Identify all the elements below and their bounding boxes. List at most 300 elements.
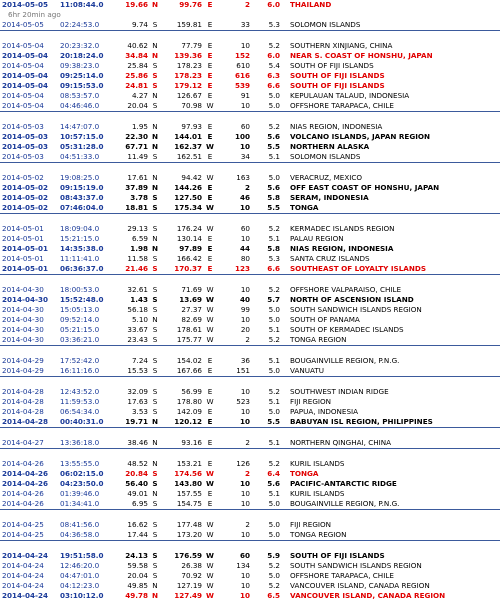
- event-lon-hemisphere: E: [207, 122, 213, 131]
- event-longitude: 179.12: [174, 81, 202, 90]
- event-date[interactable]: 2014-04-24: [2, 581, 44, 590]
- event-longitude: 26.38: [181, 561, 202, 570]
- table-row[interactable]: [0, 20, 500, 31]
- event-lat-hemisphere: N: [151, 0, 158, 9]
- event-region: TONGA REGION: [290, 335, 347, 344]
- event-magnitude: 5.0: [268, 315, 280, 324]
- event-lon-hemisphere: W: [206, 295, 214, 304]
- event-time: 11:08:44.0: [60, 0, 104, 9]
- table-row[interactable]: [0, 479, 500, 489]
- event-latitude: 38.46: [127, 438, 148, 447]
- event-depth: 80: [240, 254, 250, 263]
- event-magnitude: 6.3: [267, 71, 280, 80]
- event-region: SOUTH SANDWICH ISLANDS REGION: [290, 561, 422, 570]
- event-date[interactable]: 2014-05-04: [2, 51, 48, 60]
- event-latitude: 17.61: [127, 173, 148, 182]
- event-longitude: 143.80: [174, 479, 202, 488]
- event-magnitude: 5.5: [267, 142, 280, 151]
- event-magnitude: 5.1: [268, 489, 280, 498]
- event-depth: 100: [234, 132, 250, 141]
- event-latitude: 49.85: [127, 581, 148, 590]
- table-row[interactable]: [0, 489, 500, 499]
- event-magnitude: 5.0: [268, 407, 280, 416]
- event-lon-hemisphere: W: [206, 591, 214, 600]
- event-depth: 151: [236, 366, 250, 375]
- event-depth: 20: [240, 325, 250, 334]
- table-row[interactable]: [0, 417, 500, 428]
- event-lon-hemisphere: E: [207, 254, 213, 263]
- event-magnitude: 5.7: [267, 295, 280, 304]
- event-lat-hemisphere: S: [152, 193, 158, 202]
- event-longitude: 56.99: [181, 387, 202, 396]
- event-latitude: 3.53: [131, 407, 148, 416]
- event-depth: 10: [240, 499, 250, 508]
- day-separator-line: [0, 346, 500, 357]
- event-date[interactable]: 2014-04-30: [2, 325, 44, 334]
- event-time: 13:55:55.0: [60, 459, 100, 468]
- event-time: 08:53:57.0: [60, 91, 100, 100]
- table-row[interactable]: [0, 183, 500, 193]
- event-longitude: 178.61: [176, 325, 202, 334]
- event-latitude: 9.74: [131, 20, 148, 29]
- event-region: SOUTH SANDWICH ISLANDS REGION: [290, 305, 422, 314]
- event-lon-hemisphere: E: [207, 489, 213, 498]
- event-lon-hemisphere: W: [206, 397, 214, 406]
- table-row[interactable]: [0, 407, 500, 417]
- table-row[interactable]: [0, 335, 500, 346]
- event-magnitude: 5.2: [268, 285, 280, 294]
- event-region: VANCOUVER ISLAND, CANADA REGION: [290, 591, 446, 600]
- event-lat-hemisphere: S: [152, 305, 158, 314]
- event-longitude: 127.50: [174, 193, 202, 202]
- event-depth: 10: [240, 407, 250, 416]
- event-lon-hemisphere: E: [207, 81, 213, 90]
- event-latitude: 25.84: [127, 61, 148, 70]
- event-magnitude: 5.6: [267, 132, 280, 141]
- event-date[interactable]: 2014-04-24: [2, 551, 48, 560]
- table-row[interactable]: [0, 315, 500, 325]
- event-date[interactable]: 2014-05-04: [2, 71, 48, 80]
- table-row[interactable]: [0, 366, 500, 377]
- table-row[interactable]: [0, 193, 500, 203]
- event-magnitude: 6.6: [267, 81, 280, 90]
- table-row[interactable]: [0, 397, 500, 407]
- event-magnitude: 5.5: [267, 417, 280, 426]
- table-row[interactable]: [0, 132, 500, 142]
- event-latitude: 6.95: [131, 499, 148, 508]
- event-longitude: 27.37: [181, 305, 202, 314]
- event-lat-hemisphere: S: [152, 325, 158, 334]
- event-date[interactable]: 2014-05-01: [2, 244, 48, 253]
- event-longitude: 70.92: [181, 571, 202, 580]
- day-separator-line: [0, 428, 500, 439]
- day-separator: [0, 541, 500, 552]
- event-longitude: 166.42: [176, 254, 202, 263]
- event-region: SOUTHERN XINJIANG, CHINA: [290, 41, 393, 50]
- day-separator-line: [0, 541, 500, 552]
- table-row[interactable]: [0, 81, 500, 91]
- event-date[interactable]: 2014-05-02: [2, 183, 48, 192]
- event-lat-hemisphere: S: [152, 254, 158, 263]
- table-row[interactable]: [0, 571, 500, 581]
- day-separator-line: [0, 163, 500, 174]
- event-date[interactable]: 2014-05-05: [2, 0, 48, 9]
- event-latitude: 1.43: [130, 295, 148, 304]
- event-longitude: 127.49: [174, 591, 202, 600]
- event-lat-hemisphere: N: [152, 41, 158, 50]
- table-row[interactable]: [0, 91, 500, 101]
- event-date[interactable]: 2014-05-02: [2, 173, 44, 182]
- event-date[interactable]: 2014-04-30: [2, 305, 44, 314]
- table-row[interactable]: [0, 51, 500, 61]
- event-magnitude: 5.1: [268, 234, 280, 243]
- event-region: OFF EAST COAST OF HONSHU, JAPAN: [290, 183, 440, 192]
- table-row[interactable]: [0, 254, 500, 264]
- event-date[interactable]: 2014-04-28: [2, 387, 44, 396]
- event-lat-hemisphere: S: [152, 407, 158, 416]
- event-lat-hemisphere: N: [151, 132, 158, 141]
- event-lat-hemisphere: N: [151, 142, 158, 151]
- event-magnitude: 5.1: [268, 152, 280, 161]
- event-region: NIAS REGION, INDONESIA: [290, 122, 383, 131]
- event-magnitude: 5.0: [268, 173, 280, 182]
- event-date[interactable]: 2014-04-28: [2, 417, 48, 426]
- table-row[interactable]: [0, 356, 500, 366]
- event-lon-hemisphere: E: [207, 183, 213, 192]
- event-magnitude: 5.5: [267, 203, 280, 212]
- event-latitude: 22.30: [125, 132, 148, 141]
- event-depth: 2: [244, 0, 250, 9]
- event-time: 16:11:16.0: [60, 366, 100, 375]
- day-separator-line: [0, 449, 500, 460]
- event-magnitude: 5.2: [268, 335, 280, 344]
- event-latitude: 4.27: [131, 91, 148, 100]
- event-region: TONGA REGION: [290, 530, 347, 539]
- event-time: 11:59:53.0: [60, 397, 100, 406]
- event-date[interactable]: 2014-04-26: [2, 489, 44, 498]
- table-row[interactable]: [0, 264, 500, 275]
- table-row[interactable]: [0, 101, 500, 112]
- event-time: 04:47:01.0: [60, 571, 100, 580]
- event-region: TONGA: [290, 203, 319, 212]
- table-row[interactable]: [0, 203, 500, 214]
- event-longitude: 167.66: [176, 366, 202, 375]
- event-date[interactable]: 2014-05-04: [2, 61, 44, 70]
- event-depth: 610: [236, 61, 250, 70]
- table-row[interactable]: [0, 295, 500, 305]
- event-latitude: 21.46: [125, 264, 148, 273]
- event-time: 09:52:14.0: [60, 315, 100, 324]
- event-time: 07:46:04.0: [60, 203, 104, 212]
- event-depth: 36: [240, 356, 250, 365]
- event-longitude: 82.69: [181, 315, 202, 324]
- event-date[interactable]: 2014-04-26: [2, 459, 44, 468]
- table-row[interactable]: [0, 325, 500, 335]
- event-region: SOUTH OF FIJI ISLANDS: [290, 61, 374, 70]
- event-lat-hemisphere: N: [152, 438, 158, 447]
- event-lon-hemisphere: W: [206, 561, 214, 570]
- event-date[interactable]: 2014-05-01: [2, 254, 44, 263]
- event-date[interactable]: 2014-04-30: [2, 315, 44, 324]
- table-row[interactable]: [0, 469, 500, 479]
- day-separator: [0, 275, 500, 286]
- table-row[interactable]: [0, 71, 500, 81]
- event-region: VERACRUZ, MEXICO: [290, 173, 363, 182]
- table-row[interactable]: [0, 224, 500, 234]
- table-row[interactable]: [0, 581, 500, 591]
- day-separator-line: [0, 214, 500, 225]
- event-depth: 123: [234, 264, 250, 273]
- event-lat-hemisphere: N: [151, 244, 158, 253]
- event-latitude: 11.49: [127, 152, 148, 161]
- event-latitude: 59.58: [127, 561, 148, 570]
- event-time: 04:23:50.0: [60, 479, 104, 488]
- event-lon-hemisphere: W: [206, 551, 214, 560]
- day-separator-line: [0, 377, 500, 388]
- event-date[interactable]: 2014-04-27: [2, 438, 44, 447]
- table-row[interactable]: [0, 122, 500, 132]
- event-region: BOUGAINVILLE REGION, P.N.G.: [290, 499, 400, 508]
- event-depth: 10: [240, 581, 250, 590]
- event-date[interactable]: 2014-04-26: [2, 469, 48, 478]
- event-longitude: 120.12: [174, 417, 202, 426]
- event-date[interactable]: 2014-04-26: [2, 479, 48, 488]
- event-lon-hemisphere: E: [207, 438, 213, 447]
- day-separator: [0, 214, 500, 225]
- event-lon-hemisphere: W: [206, 479, 214, 488]
- event-depth: 33: [240, 20, 250, 29]
- event-date[interactable]: 2014-04-25: [2, 520, 44, 529]
- event-latitude: 5.10: [131, 315, 148, 324]
- event-lon-hemisphere: W: [206, 101, 214, 110]
- event-region: KURIL ISLANDS: [290, 489, 345, 498]
- event-magnitude: 5.6: [267, 479, 280, 488]
- event-longitude: 159.81: [176, 20, 202, 29]
- event-lat-hemisphere: S: [152, 499, 158, 508]
- event-magnitude: 5.2: [268, 459, 280, 468]
- event-depth: 10: [240, 315, 250, 324]
- event-date[interactable]: 2014-04-24: [2, 571, 44, 580]
- event-time: 10:57:15.0: [60, 132, 104, 141]
- event-latitude: 24.13: [125, 551, 148, 560]
- event-region: NORTH OF ASCENSION ISLAND: [290, 295, 414, 304]
- event-time: 05:31:28.0: [60, 142, 104, 151]
- event-lon-hemisphere: W: [206, 571, 214, 580]
- event-depth: 10: [240, 285, 250, 294]
- event-lon-hemisphere: W: [206, 530, 214, 539]
- table-row[interactable]: [0, 499, 500, 510]
- table-row[interactable]: [0, 61, 500, 71]
- event-depth: 10: [239, 591, 250, 600]
- event-region: SOLOMON ISLANDS: [290, 152, 361, 161]
- event-longitude: 144.01: [174, 132, 202, 141]
- event-magnitude: 5.4: [268, 61, 280, 70]
- event-date[interactable]: 2014-04-28: [2, 407, 44, 416]
- event-date[interactable]: 2014-05-02: [2, 203, 48, 212]
- event-region: SOUTH OF FIJI ISLANDS: [290, 71, 385, 80]
- event-lat-hemisphere: S: [152, 203, 158, 212]
- event-lat-hemisphere: S: [152, 224, 158, 233]
- event-depth: 134: [236, 561, 250, 570]
- event-date[interactable]: 2014-05-03: [2, 132, 48, 141]
- event-date[interactable]: 2014-05-01: [2, 264, 48, 273]
- event-lat-hemisphere: S: [152, 295, 158, 304]
- table-row[interactable]: [0, 244, 500, 254]
- event-latitude: 20.04: [127, 101, 148, 110]
- event-lon-hemisphere: W: [206, 285, 214, 294]
- table-row[interactable]: [0, 0, 500, 10]
- event-date[interactable]: 2014-05-04: [2, 41, 44, 50]
- event-time: 18:09:04.0: [60, 224, 100, 233]
- event-region: PALAU REGION: [290, 234, 344, 243]
- event-lon-hemisphere: E: [207, 132, 213, 141]
- event-date[interactable]: 2014-04-25: [2, 530, 44, 539]
- event-time: 09:38:23.0: [60, 61, 100, 70]
- event-date[interactable]: 2014-04-26: [2, 499, 44, 508]
- day-separator: [0, 112, 500, 123]
- event-latitude: 23.43: [127, 335, 148, 344]
- event-lat-hemisphere: S: [152, 479, 158, 488]
- table-row[interactable]: [0, 173, 500, 183]
- event-depth: 10: [239, 203, 250, 212]
- event-region: SERAM, INDONESIA: [290, 193, 369, 202]
- event-magnitude: 5.0: [268, 499, 280, 508]
- event-latitude: 32.61: [127, 285, 148, 294]
- event-region: KERMADEC ISLANDS REGION: [290, 224, 395, 233]
- table-row[interactable]: [0, 152, 500, 163]
- event-date[interactable]: 2014-05-05: [2, 20, 44, 29]
- event-lat-hemisphere: N: [152, 489, 158, 498]
- event-lon-hemisphere: W: [206, 335, 214, 344]
- event-latitude: 37.89: [125, 183, 148, 192]
- event-magnitude: 5.2: [268, 224, 280, 233]
- event-lon-hemisphere: E: [207, 51, 213, 60]
- event-time: 03:36:21.0: [60, 335, 100, 344]
- table-row[interactable]: [0, 438, 500, 449]
- event-time: 08:43:37.0: [60, 193, 104, 202]
- event-region: VOLCANO ISLANDS, JAPAN REGION: [290, 132, 431, 141]
- event-latitude: 20.04: [127, 571, 148, 580]
- event-lon-hemisphere: W: [206, 325, 214, 334]
- event-region: FIJI REGION: [290, 520, 332, 529]
- event-magnitude: 5.6: [267, 183, 280, 192]
- event-lat-hemisphere: S: [152, 71, 158, 80]
- event-date[interactable]: 2014-05-01: [2, 224, 44, 233]
- event-region: PACIFIC-ANTARCTIC RIDGE: [290, 479, 397, 488]
- event-region: OFFSHORE TARAPACA, CHILE: [290, 101, 394, 110]
- event-date[interactable]: 2014-04-30: [2, 285, 44, 294]
- event-date[interactable]: 2014-04-30: [2, 335, 44, 344]
- event-magnitude: 6.4: [267, 469, 280, 478]
- event-latitude: 17.63: [127, 397, 148, 406]
- event-longitude: 144.26: [174, 183, 202, 192]
- table-row[interactable]: [0, 520, 500, 530]
- event-date[interactable]: 2014-05-04: [2, 101, 44, 110]
- event-magnitude: 5.0: [268, 101, 280, 110]
- event-depth: 46: [239, 193, 250, 202]
- table-row[interactable]: [0, 41, 500, 51]
- event-region: THAILAND: [290, 0, 332, 9]
- event-time: 14:47:07.0: [60, 122, 100, 131]
- event-depth: 99: [240, 305, 250, 314]
- table-row[interactable]: [0, 459, 500, 469]
- event-magnitude: 6.0: [267, 51, 280, 60]
- event-longitude: 178.23: [174, 71, 202, 80]
- table-row[interactable]: [0, 530, 500, 541]
- event-date[interactable]: 2014-05-03: [2, 152, 44, 161]
- event-date[interactable]: 2014-04-30: [2, 295, 48, 304]
- table-row[interactable]: [0, 387, 500, 397]
- event-lat-hemisphere: N: [152, 173, 158, 182]
- table-row[interactable]: [0, 561, 500, 571]
- event-time: 15:05:13.0: [60, 305, 100, 314]
- day-separator: [0, 163, 500, 174]
- event-latitude: 24.81: [125, 81, 148, 90]
- event-depth: 60: [239, 551, 250, 560]
- table-row[interactable]: [0, 234, 500, 244]
- event-time: 04:51:33.0: [60, 152, 100, 161]
- event-date[interactable]: 2014-05-04: [2, 91, 44, 100]
- event-date[interactable]: 2014-05-02: [2, 193, 48, 202]
- event-longitude: 174.56: [174, 469, 202, 478]
- table-row[interactable]: [0, 591, 500, 601]
- event-latitude: 1.95: [131, 122, 148, 131]
- table-row[interactable]: [0, 551, 500, 561]
- event-lon-hemisphere: W: [206, 581, 214, 590]
- table-row[interactable]: [0, 142, 500, 152]
- event-magnitude: 5.0: [268, 305, 280, 314]
- event-time: 01:39:46.0: [60, 489, 100, 498]
- event-time: 12:43:52.0: [60, 387, 100, 396]
- day-separator-line: [0, 275, 500, 286]
- event-depth: 523: [236, 397, 250, 406]
- event-region: SOUTHWEST INDIAN RIDGE: [290, 387, 389, 396]
- event-latitude: 6.59: [131, 234, 148, 243]
- event-magnitude: 5.0: [268, 571, 280, 580]
- event-date[interactable]: 2014-04-24: [2, 561, 44, 570]
- table-row[interactable]: [0, 305, 500, 315]
- event-date[interactable]: 2014-04-28: [2, 397, 44, 406]
- event-lon-hemisphere: W: [206, 315, 214, 324]
- event-lon-hemisphere: E: [207, 91, 213, 100]
- event-date[interactable]: 2014-04-29: [2, 356, 44, 365]
- event-latitude: 17.44: [127, 530, 148, 539]
- table-row[interactable]: [0, 285, 500, 295]
- event-lat-hemisphere: S: [152, 335, 158, 344]
- event-date[interactable]: 2014-05-01: [2, 234, 44, 243]
- event-lat-hemisphere: N: [152, 234, 158, 243]
- event-lat-hemisphere: N: [151, 591, 158, 600]
- event-date[interactable]: 2014-05-04: [2, 81, 48, 90]
- event-longitude: 175.34: [174, 203, 202, 212]
- event-longitude: 71.69: [181, 285, 202, 294]
- event-depth: 126: [236, 459, 250, 468]
- event-depth: 2: [245, 520, 250, 529]
- event-depth: 44: [239, 244, 250, 253]
- event-depth: 10: [239, 417, 250, 426]
- event-depth: 34: [240, 152, 250, 161]
- event-longitude: 99.76: [179, 0, 202, 9]
- event-lat-hemisphere: S: [152, 101, 158, 110]
- event-date[interactable]: 2014-04-24: [2, 591, 48, 600]
- event-date[interactable]: 2014-05-03: [2, 122, 44, 131]
- day-separator-line: [0, 510, 500, 521]
- event-latitude: 18.81: [125, 203, 148, 212]
- event-lat-hemisphere: N: [151, 51, 158, 60]
- event-time: 20:18:24.0: [60, 51, 104, 60]
- event-date[interactable]: 2014-04-29: [2, 366, 44, 375]
- event-date[interactable]: 2014-05-03: [2, 142, 48, 151]
